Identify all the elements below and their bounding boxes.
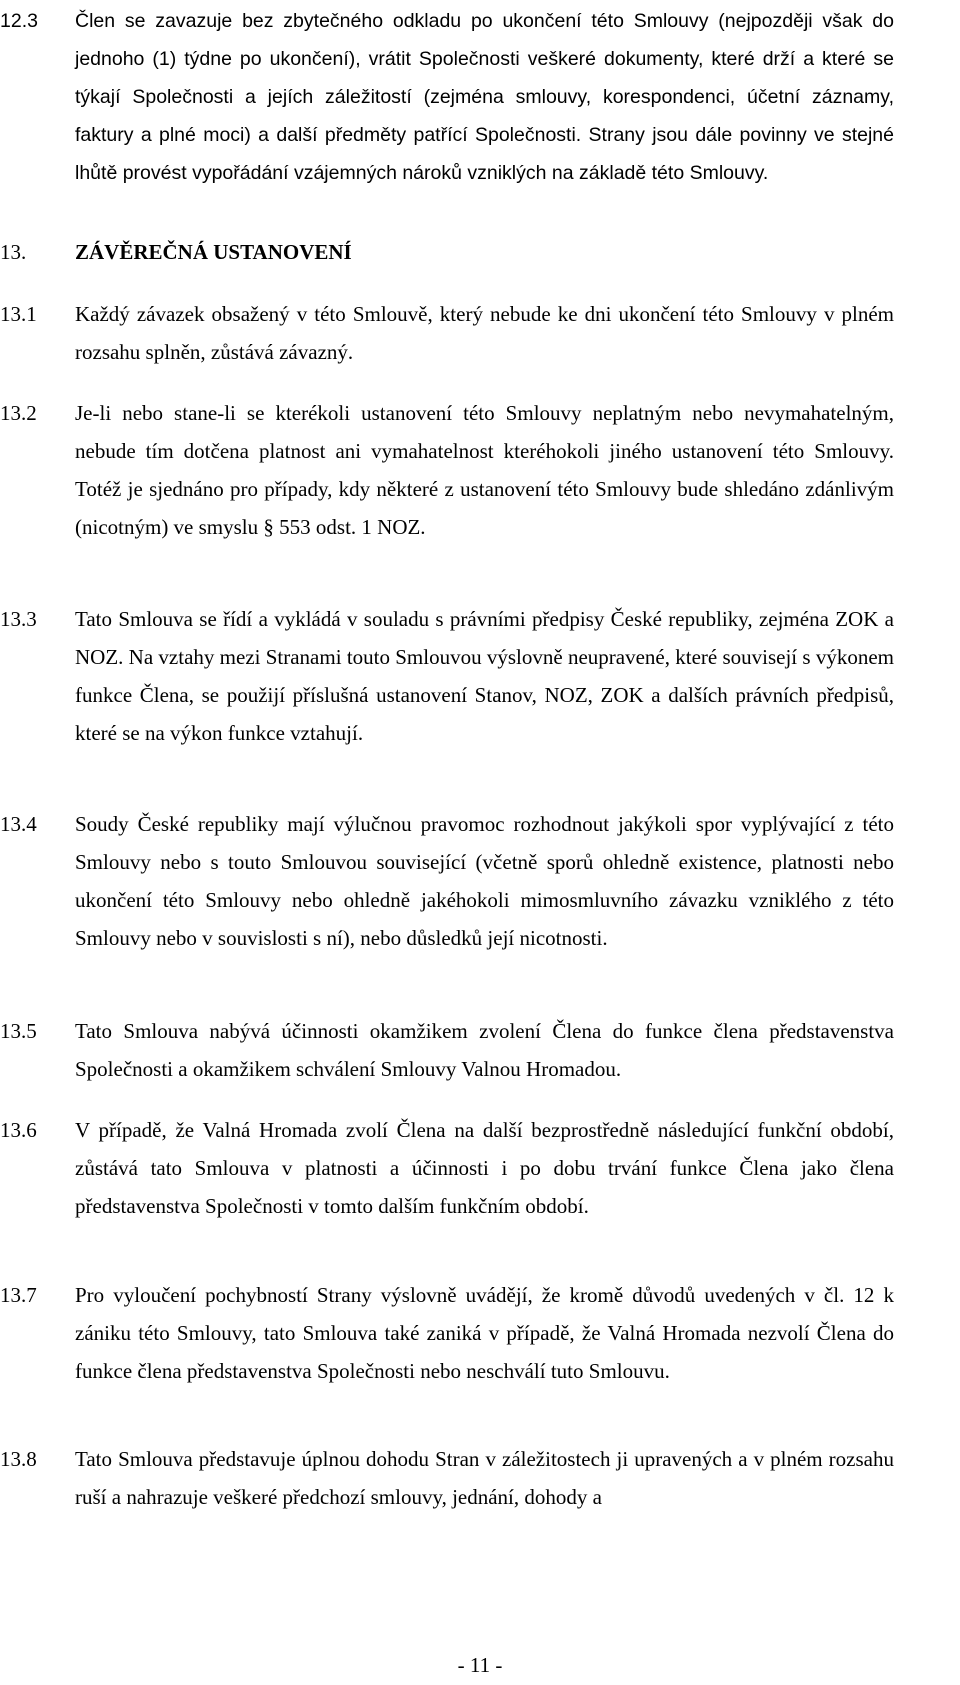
clause-number: 13.4 bbox=[0, 812, 37, 836]
clause-number: 12.3 bbox=[0, 10, 38, 32]
section-title: ZÁVĚREČNÁ USTANOVENÍ bbox=[75, 240, 352, 264]
section-number: 13. bbox=[0, 240, 27, 264]
clause-text: Tato Smlouva se řídí a vykládá v souladu s právními předpisy České republiky, zejména ZOK a NOZ. Na vztahy mezi Stranami touto Smlouvou výslovně neupravené, které souvisejí s výkonem funkce Člena, se použijí příslušná ustanovení Stanov, NOZ, ZOK a dalších právních předpisů, které se na výkon funkce vztahují. bbox=[75, 607, 894, 745]
clause-text: Je-li nebo stane-li se kterékoli ustanovení této Smlouvy neplatným nebo nevymahatelným, nebude tím dotčena platnost ani vymahatelnost kteréhokoli jiného ustanovení této Smlouvy. Totéž je sjednáno pro případy, kdy některé z ustanovení této Smlouvy bude shledáno zdánlivým (nicotným) ve smyslu § 553 odst. 1 NOZ. bbox=[75, 401, 894, 539]
clause-text: Každý závazek obsažený v této Smlouvě, který nebude ke dni ukončení této Smlouvy v plném rozsahu splněn, zůstává závazný. bbox=[75, 302, 894, 364]
page-number: - 11 - bbox=[457, 1653, 503, 1677]
clause-number: 13.5 bbox=[0, 1019, 37, 1043]
clause-text: Soudy České republiky mají výlučnou pravomoc rozhodnout jakýkoli spor vyplývající z této Smlouvy nebo s touto Smlouvou související (včetně sporů ohledně existence, platnosti nebo ukončení této Smlouvy nebo ohledně jakéhokoli mimosmluvního závazku vzniklého z této Smlouvy nebo v souvislosti s ní), nebo důsledků její nicotnosti. bbox=[75, 812, 894, 950]
clause-text: Tato Smlouva představuje úplnou dohodu Stran v záležitostech ji upravených a v plném rozsahu ruší a nahrazuje veškeré předchozí smlouvy, jednání, dohody a bbox=[75, 1447, 894, 1509]
clause-number: 13.7 bbox=[0, 1283, 37, 1307]
clause-text: V případě, že Valná Hromada zvolí Člena na další bezprostředně následující funkční období, zůstává tato Smlouva v platnosti a účinnosti i po dobu trvání funkce Člena jako člena představenstva Společnosti v tomto dalším funkčním období. bbox=[75, 1118, 894, 1218]
clause-number: 13.3 bbox=[0, 607, 37, 631]
clause-text: Tato Smlouva nabývá účinnosti okamžikem zvolení Člena do funkce člena představenstva Společnosti a okamžikem schválení Smlouvy Valnou Hromadou. bbox=[75, 1019, 894, 1081]
clause-number: 13.6 bbox=[0, 1118, 37, 1142]
clause-number: 13.2 bbox=[0, 401, 37, 425]
clause-number: 13.8 bbox=[0, 1447, 37, 1471]
clause-text: Člen se zavazuje bez zbytečného odkladu po ukončení této Smlouvy (nejpozději však do jednoho (1) týdne po ukončení), vrátit Společnosti veškeré dokumenty, které drží a které se týkají Společnosti a jejích záležitostí (zejména smlouvy, korespondenci, účetní záznamy, faktury a plné moci) a další předměty patřící Společnosti. Strany jsou dále povinny ve stejné lhůtě provést vypořádání vzájemných nároků vzniklých na základě této Smlouvy. bbox=[75, 10, 894, 184]
clause-text: Pro vyloučení pochybností Strany výslovně uvádějí, že kromě důvodů uvedených v čl. 12 k zániku této Smlouvy, tato Smlouva také zaniká v případě, že Valná Hromada nezvolí Člena do funkce člena představenstva Společnosti nebo neschválí tuto Smlouvu. bbox=[75, 1283, 894, 1383]
clause-number: 13.1 bbox=[0, 302, 37, 326]
